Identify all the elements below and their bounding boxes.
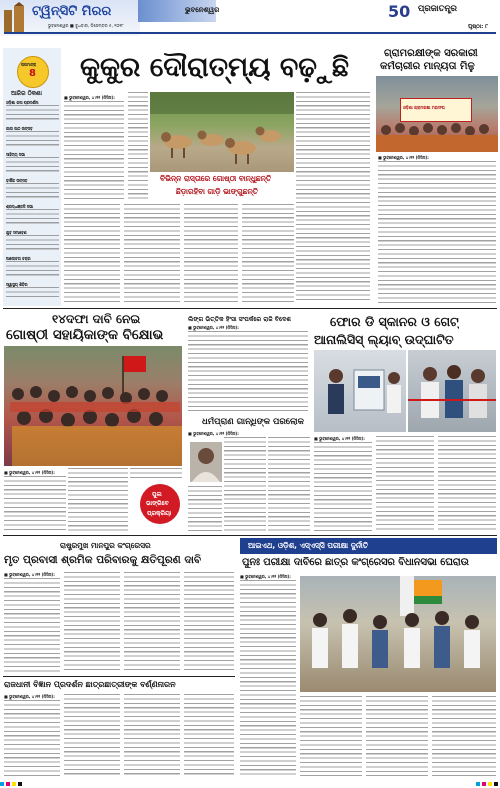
bottom-left-sub-headline: ରାଜଧାନୀ ବିଜ୍ଞାନ ପ୍ରଦର୍ଶନ ଛାତ୍ରଛାତ୍ରୀଙ୍କ ବର୍ଣ୍ଣନାରନ xyxy=(4,680,176,689)
sidebar-list xyxy=(6,100,59,299)
sidebar-item: ସାହିତ୍ୟ ସଭା xyxy=(6,152,59,174)
bottom-left-col1 xyxy=(4,578,60,672)
protest-body-col2 xyxy=(68,468,128,532)
bottom-left-kicker: ରାଷ୍ଟ୍ରମୁଖ ମାନପୁର କଂଗ୍ରେସର xyxy=(60,541,151,550)
bottom-left-col2 xyxy=(64,572,120,672)
lead-caption1: ବିଭିନ୍ନ ରାସ୍ତାରେ ଗୋଷ୍ଠୀ ବାନ୍ଧୁଛନ୍ତି xyxy=(160,174,272,183)
temperature-box xyxy=(17,56,49,88)
temperature-label: ତାପମାତ୍ରା xyxy=(21,62,37,67)
sidebar-item: ବାର୍ଷିକ ଉତ୍ସବ xyxy=(6,178,59,200)
sidebar-item: ସ୍ୱାସ୍ଥ୍ୟ ଶିବିର xyxy=(6,282,59,299)
crowd-illustration xyxy=(376,122,498,152)
bottom-left-sub-col1 xyxy=(4,700,60,776)
lab-headline1: ଫୋର ଡି ସ୍କାନର ଓ ଗେଟ୍ xyxy=(330,314,459,329)
lead-body-col2 xyxy=(128,92,148,201)
bottom-right-kicker-bar xyxy=(240,538,497,554)
bottom-right-headline: ପୁନଃ ପରୀକ୍ଷା ଦାବିରେ ଛାତ୍ର କଂଗ୍ରେସର ବିଧାନସଭା ଘେରାଉ xyxy=(242,557,469,568)
obit-body-col1 xyxy=(224,437,266,532)
protest-banner-text: ଓଡ଼ିଶା ଗ୍ରାମରକ୍ଷୀ ମହାସଂଘ xyxy=(403,105,445,110)
protest-banner xyxy=(400,98,472,122)
masthead-title: ଟ୍ୱିନ୍‌ସିଟି ମିରର xyxy=(32,4,112,19)
lead-headline: କୁକୁର ଦୌରାତ୍ମ୍ୟ ବଢ଼ୁଛି xyxy=(80,52,350,83)
mid-headline: ଲିଙ୍ଗ ଭିତ୍ତିକ ହିଂସା ସଂପର୍କରେ ରାଜି ବିଦେଶ xyxy=(188,316,291,323)
protest-byline: ■ ଭୁବନେଶ୍ୱର, ୪।୧୨ (ନିସିସ): xyxy=(4,470,55,475)
bottom-right-col4 xyxy=(432,696,496,776)
lab-machine-illustration xyxy=(314,350,406,432)
right-headline1: ଗ୍ରାମରକ୍ଷୀଙ୍କ ସରକାରୀ xyxy=(384,48,478,59)
sidebar-item: ଯୁବ ସମାବେଶ xyxy=(6,230,59,252)
lab-headline2: ଆନାଲିସିସ୍ ଲ୍ୟାବ୍ ଉଦ୍‌ଘାଟିତ xyxy=(314,332,454,347)
lead-body-col3 xyxy=(296,92,370,302)
bottom-left-byline: ■ ଭୁବନେଶ୍ୱର, ୪।୧୨ (ନିସିସ): xyxy=(4,572,55,577)
bottom-left-sub-col2 xyxy=(64,694,120,776)
masthead-rule xyxy=(4,32,496,34)
obit-body-col2 xyxy=(268,437,310,532)
sidebar xyxy=(3,48,61,306)
lab-body-col1 xyxy=(314,442,372,532)
lead-body-col6 xyxy=(184,204,238,304)
lead-body-col7 xyxy=(242,204,294,304)
protest-badge xyxy=(140,484,180,524)
protest-crowd-illustration xyxy=(4,346,182,466)
lead-caption2: ଛିଡ଼ାରହିବା ଗାଡ଼ି ଭାଙ୍ଗୁଛନ୍ତି xyxy=(176,187,259,196)
anniversary-number: 50 xyxy=(388,2,411,21)
temperature-value: 8 xyxy=(29,68,36,79)
sidebar-item: ଓଡ଼ିଶା କଳା ପ୍ରଦର୍ଶନୀ xyxy=(6,100,59,122)
obit-photo xyxy=(190,442,222,482)
obit-body-col0 xyxy=(188,486,222,532)
gramarakshi-photo xyxy=(376,76,498,152)
protest-headline2: ଗୋଷ୍ଠୀ ସହାୟିକାଙ୍କ ବିକ୍ଷୋଭ xyxy=(6,327,164,343)
bottom-left-headline: ମୃତ ପ୍ରବାସୀ ଶ୍ରମିକ ପରିବାରକୁ କ୍ଷତିପୂରଣ ଦାବି xyxy=(4,554,202,566)
ribbon-cutting-illustration xyxy=(408,350,496,432)
protest-headline1: ୧୪ଦଫା ଦାବି ନେଇ xyxy=(52,312,141,326)
badge-line2: ଭାଙ୍ଗିବେ xyxy=(146,500,169,507)
page-number: ପୃଷ୍ଠା: ୮ xyxy=(468,24,489,30)
badge-line3: ପ୍ରକ୍ରିୟା xyxy=(147,510,172,517)
mid-body xyxy=(188,331,308,411)
lab-body-col2 xyxy=(376,436,434,532)
masthead-date: ଭୁବନେଶ୍ୱର ■ ବୁଧବାର, ଡିସେମ୍ବର ୫, ୨୦୧୮ xyxy=(48,23,124,28)
assembly-gherao-photo xyxy=(300,576,496,692)
sidebar-item: ଶ୍ରଦ୍ଧାଞ୍ଜଳି ସଭା xyxy=(6,204,59,226)
section-rule-2 xyxy=(3,535,497,536)
right-story-box xyxy=(374,48,498,306)
bottom-right-col1 xyxy=(240,580,296,776)
mid-byline: ■ ଭୁବନେଶ୍ୱର, ୪।୧୨ (ନିସିସ): xyxy=(188,325,239,330)
lead-byline: ■ ଭୁବନେଶ୍ୱର, ୪।୧୨ (ନିସିସ): xyxy=(64,95,115,100)
dogs-photo xyxy=(150,92,294,172)
section-rule-1 xyxy=(3,308,497,309)
obit-headline: ଧର୍ମପ୍ରାଣ ଗାନ୍ଧିଙ୍କ ପରଲୋକ xyxy=(202,417,304,427)
lab-photo-2 xyxy=(408,350,496,432)
masthead-city: ଭୁବନେଶ୍ୱର xyxy=(185,6,220,14)
city-skyline-icon xyxy=(0,2,30,34)
student-protest-illustration xyxy=(300,576,496,692)
bottom-right-byline: ■ ଭୁବନେଶ୍ୱର, ୪।୧୨ (ନିସିସ): xyxy=(240,574,291,579)
sidebar-item: ଗୀତା ପାଠ ଉତ୍ସବ xyxy=(6,126,59,148)
bottom-left-col4 xyxy=(184,572,234,672)
obit-byline: ■ ଭୁବନେଶ୍ୱର, ୪।୧୨ (ନିସିସ): xyxy=(188,431,239,436)
right-byline: ■ ଭୁବନେଶ୍ୱର, ୪।୧୨ (ନିସିସ): xyxy=(378,155,429,160)
bottom-left-col3 xyxy=(124,572,180,672)
lab-byline: ■ ଭୁବନେଶ୍ୱର, ୪।୧୨ (ନିସିସ): xyxy=(314,436,365,441)
bottom-left-sub-col3 xyxy=(124,694,180,776)
lab-body-col3 xyxy=(438,436,496,532)
right-body xyxy=(378,161,496,303)
protest-body-col1 xyxy=(4,476,66,532)
bottom-right-kicker: ଆଇଏଥ, ଓଡ଼ିଶ, ଏସ୍‌ଏସ୍‌ସି ପରୀକ୍ଷା ଦୁର୍ନୀତି xyxy=(248,541,369,550)
section-rule-3 xyxy=(3,676,235,677)
bottom-left-sub-col4 xyxy=(184,694,234,776)
portrait-illustration xyxy=(190,442,222,482)
dogs-illustration xyxy=(150,92,294,172)
protest-body-col3 xyxy=(130,468,182,480)
bottom-left-sub-byline: ■ ଭୁବନେଶ୍ୱର, ୪।୧୨ (ନିସିସ): xyxy=(4,694,55,699)
lead-body-col1 xyxy=(64,101,124,201)
paper-name: ପ୍ରଜାତନ୍ତ୍ର xyxy=(418,4,457,14)
masthead xyxy=(0,0,500,44)
lead-body-col5 xyxy=(124,204,180,304)
lab-photo-1 xyxy=(314,350,406,432)
lead-body-col4 xyxy=(64,204,120,304)
sidebar-section-title: ଆଜିର ଠିକଣା xyxy=(11,90,42,97)
badge-line1: ପୁଲ xyxy=(152,491,162,498)
bottom-right-col2 xyxy=(300,696,362,776)
protest-photo xyxy=(4,346,182,466)
bottom-right-col3 xyxy=(366,696,428,776)
right-headline2: କର୍ମଚାରୀର ମାନ୍ୟତା ମିଳୁ xyxy=(380,61,475,72)
sidebar-item: ଆଲୋଚନା ଚକ୍ର xyxy=(6,256,59,278)
